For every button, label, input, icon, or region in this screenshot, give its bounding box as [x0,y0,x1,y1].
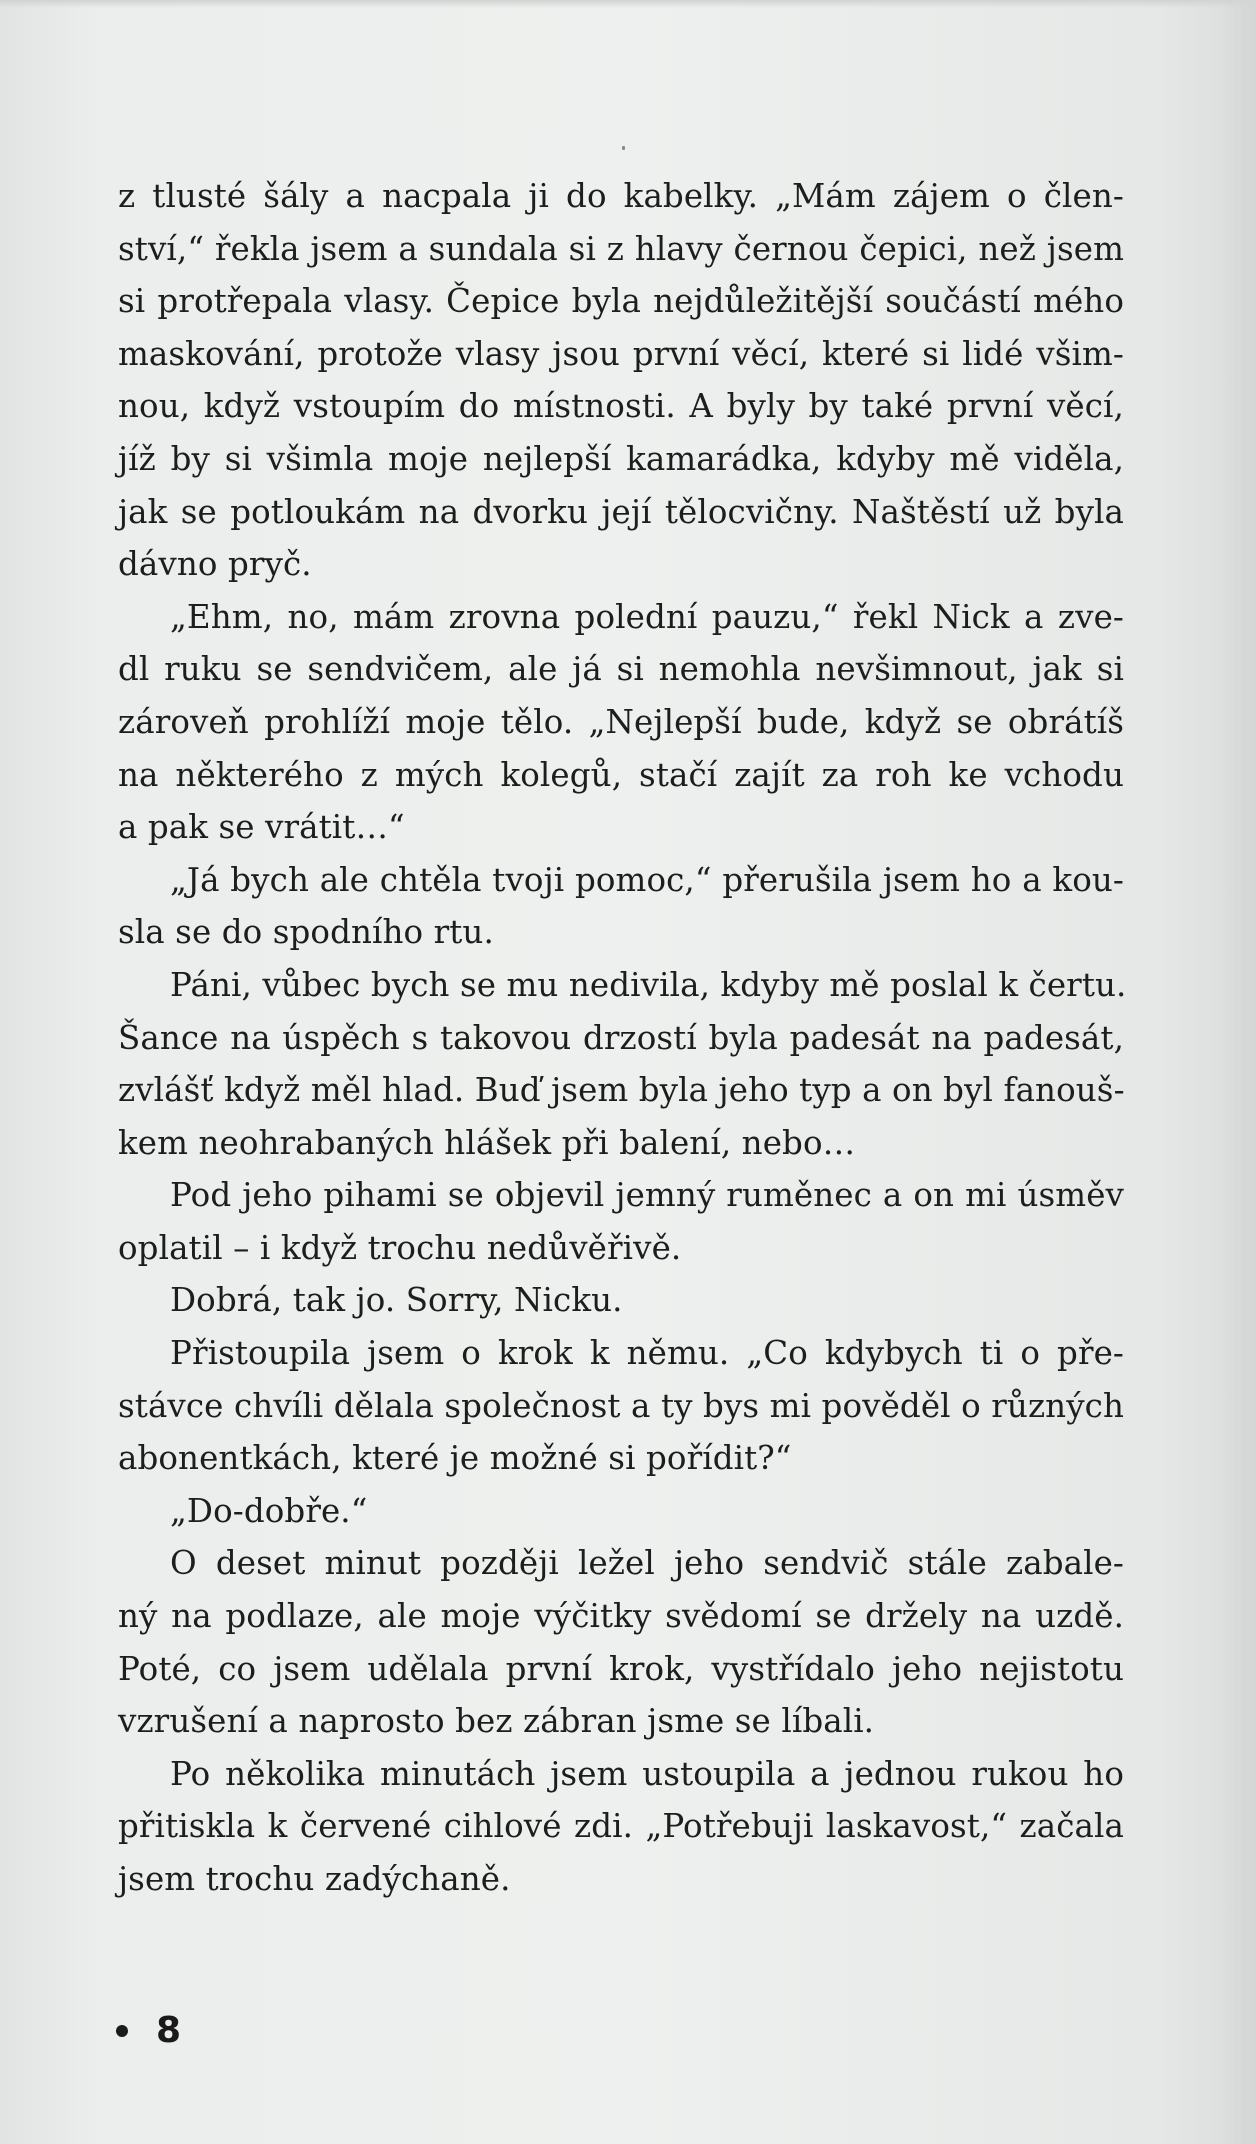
text-line: kem neohrabaných hlášek při balení, nebo… [118,1123,856,1162]
text-line: „Do-dobře.“ [170,1491,368,1530]
bullet-icon [116,2025,128,2037]
body-text [118,170,1127,1906]
text-line: z tlusté šály a nacpala ji do kabelky. „Mám zájem o člen- [118,177,1124,215]
text-line: ství,“ řekla jsem a sundala si z hlavy černou čepici, než jsem [118,229,1124,268]
text-line: Po několika minutách jsem ustoupila a jednou rukou ho [170,1754,1124,1793]
text-line: jsem trochu zadýchaně. [118,1860,511,1898]
text-line: Poté, co jsem udělala první krok, vystřídalo jeho nejistotu [118,1649,1124,1688]
text-line: zvlášť když měl hlad. Buď jsem byla jeho typ a on byl fanouš- [118,1071,1125,1110]
text-line: dávno pryč. [118,545,312,584]
text-line: oplatil – i když trochu nedůvěřivě. [118,1228,682,1267]
page-number: 8 [156,2010,182,2051]
text-line: stávce chvíli dělala společnost a ty bys mi pověděl o různých [118,1386,1124,1425]
text-line: si protřepala vlasy. Čepice byla nejdůležitější součástí mého [118,282,1124,321]
text-line: Páni, vůbec bych se mu nedivila, kdyby mě poslal k čertu. [170,965,1127,1004]
text-line: a pak se vrátit…“ [118,808,405,847]
page-footer [116,2010,181,2051]
text-line: abonentkách, které je možné si pořídit?“ [118,1439,792,1478]
text-line: přitiskla k červené cihlové zdi. „Potřebuji laskavost,“ začala [118,1807,1124,1846]
text-line: vzrušení a naprosto bez zábran jsme se líbali. [118,1702,875,1741]
text-line: Pod jeho pihami se objevil jemný ruměnec a on mi úsměv [170,1176,1124,1215]
text-line: jak se potloukám na dvorku její tělocvičny. Naštěstí už byla [118,492,1124,531]
text-line: Přistoupila jsem o krok k němu. „Co kdybych ti o pře- [170,1334,1124,1373]
text-line: „Já bych ale chtěla tvoji pomoc,“ přerušila jsem ho a kou- [170,860,1124,899]
text-line: „Ehm, no, mám zrovna polední pauzu,“ řekl Nick a zve- [170,597,1124,636]
text-line: jíž by si všimla moje nejlepší kamarádka, kdyby mě viděla, [118,439,1124,478]
text-line: dl ruku se sendvičem, ale já si nemohla nevšimnout, jak si [118,650,1124,689]
text-line: sla se do spodního rtu. [118,913,494,952]
text-line: na některého z mých kolegů, stačí zajít za roh ke vchodu [118,755,1124,794]
paper-speck [622,146,625,150]
text-line: zároveň prohlíží moje tělo. „Nejlepší bude, když se obrátíš [118,702,1124,741]
text-line: maskování, protože vlasy jsou první věcí, které si lidé všim- [118,334,1124,373]
text-line: nou, když vstoupím do místnosti. A byly by také první věcí, [118,387,1124,426]
text-line: O deset minut později ležel jeho sendvič stále zabale- [170,1544,1124,1583]
text-line: ný na podlaze, ale moje výčitky svědomí se držely na uzdě. [118,1597,1124,1636]
text-line: Šance na úspěch s takovou drzostí byla padesát na padesát, [118,1018,1124,1057]
text-line: Dobrá, tak jo. Sorry, Nicku. [170,1281,623,1320]
